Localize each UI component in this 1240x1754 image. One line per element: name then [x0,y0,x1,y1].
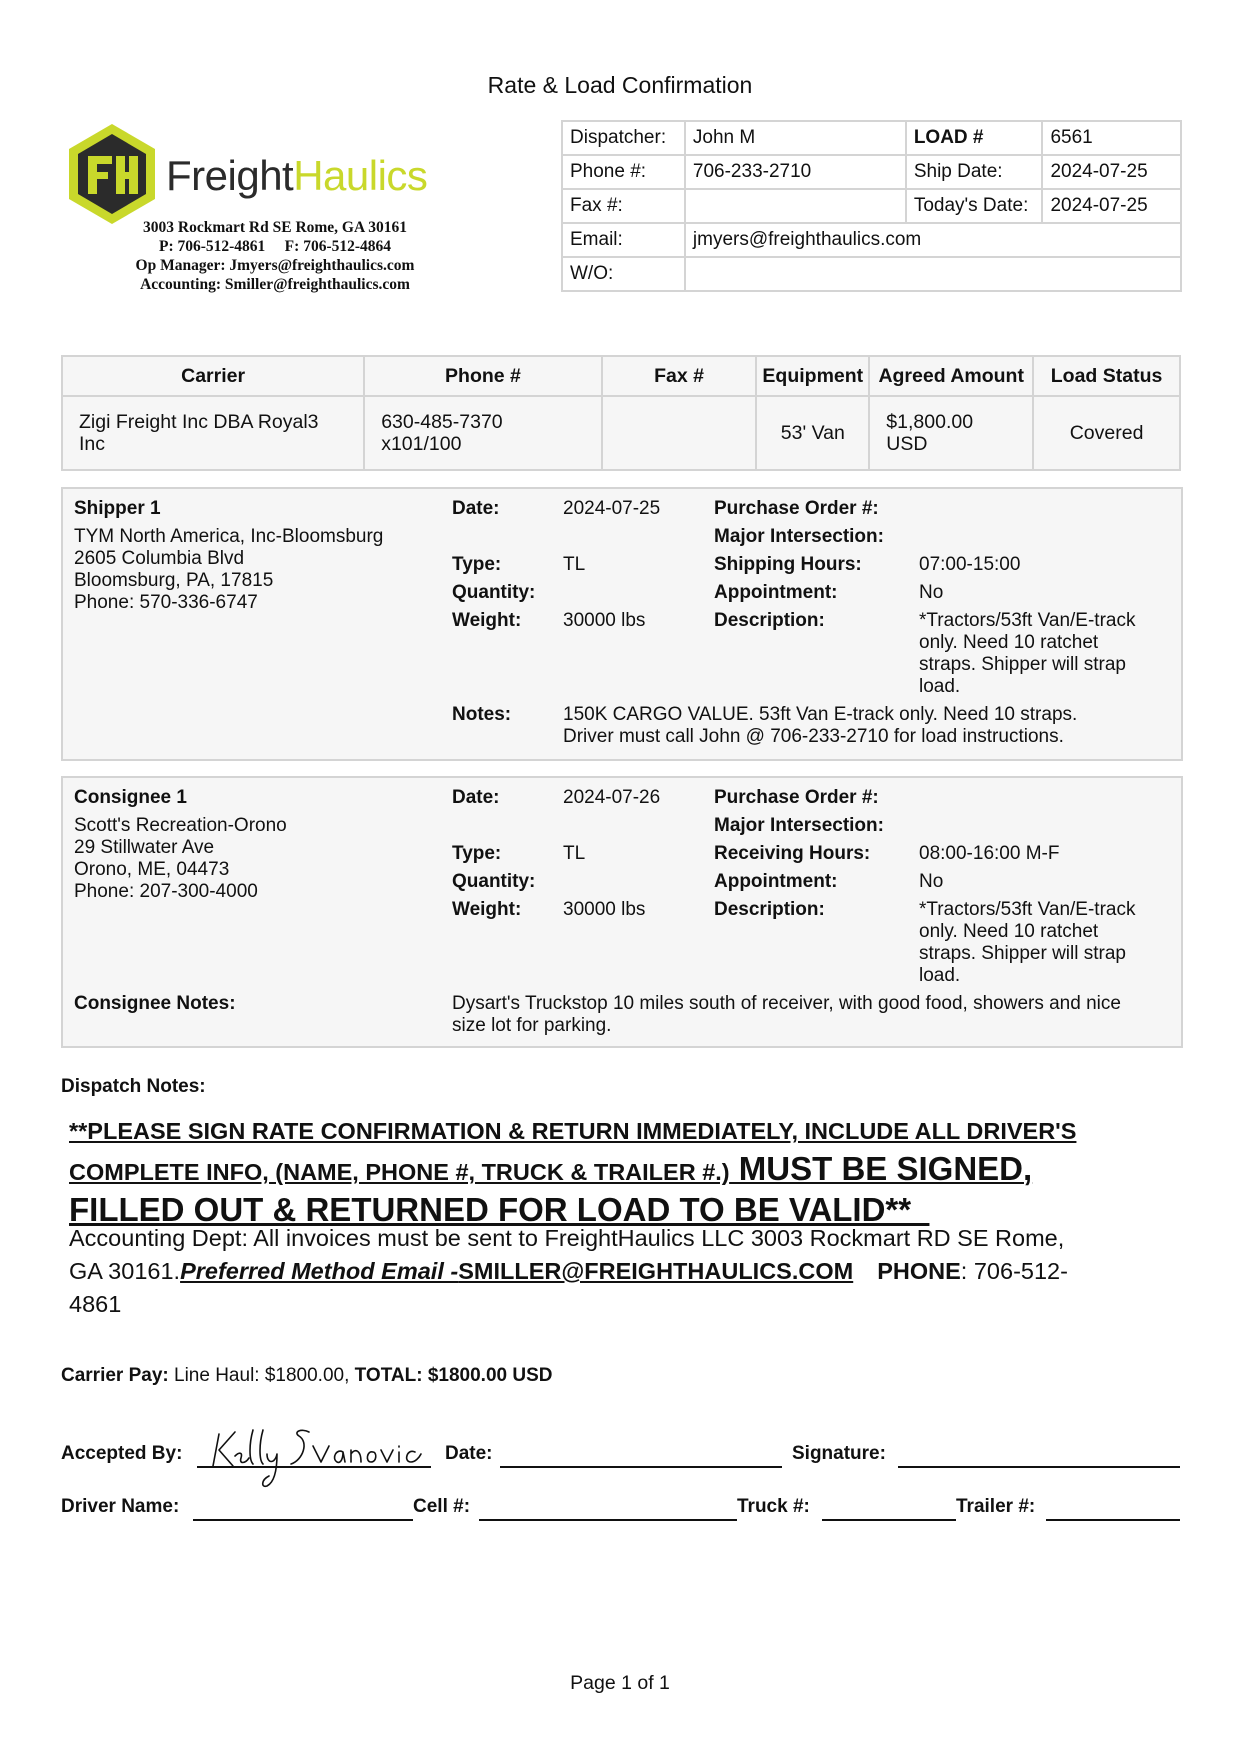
shipper-notes-label: Notes: [452,704,512,725]
col-header-equipment: Equipment [756,356,869,396]
consignee-po-label: Purchase Order #: [714,787,879,808]
dispatch-notes-label: Dispatch Notes: [61,1076,206,1097]
consignee-phone: Phone: 207-300-4000 [74,881,258,902]
description-line: straps. Shipper will strap [919,943,1126,964]
shipper-notes-value [563,704,1077,748]
cell-label: Cell #: [413,1496,471,1517]
consignee-description-value [919,899,1135,987]
trailer-field[interactable] [1046,1519,1180,1521]
info-row [562,121,1181,155]
agreed-amount-cell [869,396,1033,470]
preferred-method: Preferred Method Email - [180,1258,459,1284]
accepted-by-label: Accepted By: [61,1443,183,1464]
carrier-phone-ext: x101/100 [381,433,462,455]
consignee-city: Orono, ME, 04473 [74,859,230,880]
warning-text: COMPLETE INFO, (NAME, PHONE #, TRUCK & TRAILER #.) [69,1159,730,1185]
consignee-notes-label: Consignee Notes: [74,993,236,1014]
shipper-appointment-label: Appointment: [714,582,838,603]
cell-field[interactable] [479,1519,737,1521]
wo-label: W/O: [562,257,685,291]
shipper-title: Shipper 1 [74,498,161,519]
notes-line: Driver must call John @ 706-233-2710 for load instructions. [563,726,1064,747]
accounting-phone: : 706-512- [960,1258,1068,1284]
consignee-title: Consignee 1 [74,787,187,808]
wo-value [685,257,1181,291]
company-address: 3003 Rockmart Rd SE Rome, GA 30161 [143,219,407,236]
amount-currency: USD [886,433,928,455]
description-line: only. Need 10 ratchet [919,632,1099,653]
carrier-name-line: Zigi Freight Inc DBA Royal3 [79,411,319,433]
signature-field[interactable] [898,1466,1180,1468]
carrier-table [61,355,1181,471]
description-line: load. [919,676,961,697]
warning-emphasis: MUST BE SIGNED, [729,1150,1033,1187]
col-header-carrier: Carrier [62,356,364,396]
carrier-phone-line: 630-485-7370 [381,411,503,433]
shipper-weight-value: 30000 lbs [563,610,646,631]
logo-word-haulics: Haulics [293,152,428,199]
shipper-street: 2605 Columbia Blvd [74,548,245,569]
freighthaulics-logo-icon [60,122,164,226]
carrier-phone-cell [364,396,602,470]
carrier-pay [61,1365,552,1387]
info-row [562,189,1181,223]
shipper-date-value: 2024-07-25 [563,498,661,519]
info-row [562,257,1181,291]
carrier-fax-cell [602,396,757,470]
company-contact-block [110,218,440,294]
consignee-hours-value: 08:00-16:00 M-F [919,843,1060,864]
shipper-box [61,487,1183,761]
load-info-table [561,120,1182,292]
warning-line: **PLEASE SIGN RATE CONFIRMATION & RETURN IMMEDIATELY, INCLUDE ALL DRIVER'S [69,1118,1077,1144]
shipper-hours-value: 07:00-15:00 [919,554,1021,575]
fax-label: Fax #: [562,189,685,223]
carrier-pay-label: Carrier Pay: [61,1365,169,1386]
email-label: Email: [562,223,685,257]
description-line: straps. Shipper will strap [919,654,1126,675]
email-value: jmyers@freighthaulics.com [685,223,1181,257]
consignee-type-value: TL [563,843,586,864]
fax-value [685,189,906,223]
consignee-street: 29 Stillwater Ave [74,837,215,858]
date-label: Date: [445,1443,493,1464]
pay-total: TOTAL: $1800.00 USD [354,1365,553,1386]
shipper-description-label: Description: [714,610,825,631]
col-header-fax: Fax # [602,356,757,396]
carrier-name-cell [62,396,364,470]
dispatcher-value: John M [685,121,906,155]
consignee-description-label: Description: [714,899,825,920]
company-logo [60,122,440,302]
shipper-type-label: Type: [452,554,502,575]
shipper-date-label: Date: [452,498,500,519]
equipment-cell: 53' Van [756,396,869,470]
carrier-header-row [62,356,1180,396]
warning-emphasis: FILLED OUT & RETURNED FOR LOAD TO BE VALID** [69,1191,930,1228]
phone-label: Phone #: [562,155,685,189]
notes-line: Dysart's Truckstop 10 miles south of receiver, with good food, showers and nice [452,993,1121,1014]
consignee-weight-value: 30000 lbs [563,899,646,920]
shipper-appointment-value: No [919,582,944,603]
consignee-appointment-value: No [919,871,944,892]
accounting-email: SMILLER@FREIGHTHAULICS.COM [458,1258,854,1284]
accounting-line [69,1255,1179,1288]
col-header-phone: Phone # [364,356,602,396]
company-accounting: Accounting: Smiller@freighthaulics.com [140,276,410,293]
info-row [562,155,1181,189]
logo-word-freight: Freight [166,152,294,199]
consignee-date-value: 2024-07-26 [563,787,661,808]
consignee-notes-value [452,993,1121,1037]
accounting-note [69,1222,1179,1321]
line-haul: Line Haul: $1800.00, [168,1365,355,1386]
accounting-text: GA 30161. [69,1258,181,1284]
carrier-name-line: Inc [79,433,106,455]
load-number-value: 6561 [1042,121,1181,155]
phone-value: 706-233-2710 [685,155,906,189]
table-row [62,396,1180,470]
ship-date-value: 2024-07-25 [1042,155,1181,189]
accounting-phone-label: PHONE [877,1258,961,1284]
shipper-name: TYM North America, Inc-Bloomsburg [74,526,384,547]
col-header-agreed-amount: Agreed Amount [869,356,1033,396]
shipper-hours-label: Shipping Hours: [714,554,862,575]
date-field[interactable] [500,1466,782,1468]
consignee-date-label: Date: [452,787,500,808]
signature-label: Signature: [792,1443,886,1464]
accounting-line: 4861 [69,1291,122,1317]
handwritten-signature [205,1422,445,1492]
company-op-manager: Op Manager: Jmyers@freighthaulics.com [135,257,415,274]
info-row [562,223,1181,257]
consignee-name: Scott's Recreation-Orono [74,815,287,836]
notes-line: 150K CARGO VALUE. 53ft Van E-track only. Need 10 straps. [563,704,1078,725]
ship-date-label: Ship Date: [906,155,1043,189]
shipper-description-value [919,610,1135,698]
notes-line: size lot for parking. [452,1015,612,1036]
company-phones: P: 706-512-4861 F: 706-512-4864 [158,238,392,255]
shipper-phone: Phone: 570-336-6747 [74,592,258,613]
consignee-intersection-label: Major Intersection: [714,815,884,836]
logo-wordmark [166,152,427,200]
description-line: *Tractors/53ft Van/E-track [919,899,1136,920]
shipper-weight-label: Weight: [452,610,522,631]
sign-warning [69,1112,1179,1229]
shipper-city: Bloomsburg, PA, 17815 [74,570,274,591]
amount-value: $1,800.00 [886,411,974,433]
page-number: Page 1 of 1 [570,1672,670,1694]
truck-label: Truck #: [737,1496,810,1517]
driver-name-label: Driver Name: [61,1496,180,1517]
consignee-hours-label: Receiving Hours: [714,843,871,864]
consignee-quantity-label: Quantity: [452,871,536,892]
shipper-intersection-label: Major Intersection: [714,526,884,547]
trailer-label: Trailer #: [956,1496,1036,1517]
accounting-line: Accounting Dept: All invoices must be sent to FreightHaulics LLC 3003 Rockmart RD SE Rome, [69,1225,1065,1251]
load-status-cell: Covered [1033,396,1180,470]
consignee-type-label: Type: [452,843,502,864]
dispatcher-label: Dispatcher: [562,121,685,155]
warning-line [69,1150,1179,1191]
shipper-po-label: Purchase Order #: [714,498,879,519]
truck-field[interactable] [822,1519,956,1521]
consignee-box [61,776,1183,1048]
consignee-weight-label: Weight: [452,899,522,920]
todays-date-label: Today's Date: [906,189,1043,223]
col-header-load-status: Load Status [1033,356,1180,396]
driver-name-field[interactable] [193,1519,413,1521]
todays-date-value: 2024-07-25 [1042,189,1181,223]
shipper-type-value: TL [563,554,586,575]
description-line: *Tractors/53ft Van/E-track [919,610,1136,631]
page-title: Rate & Load Confirmation [487,72,753,98]
consignee-appointment-label: Appointment: [714,871,838,892]
shipper-quantity-label: Quantity: [452,582,536,603]
description-line: load. [919,965,961,986]
description-line: only. Need 10 ratchet [919,921,1099,942]
load-number-label: LOAD # [906,121,1043,155]
